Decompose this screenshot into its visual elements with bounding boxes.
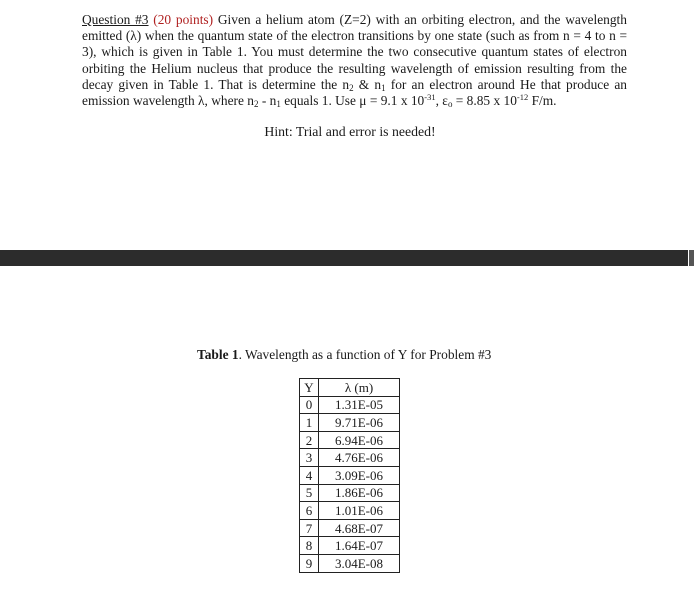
question-text: [82, 12, 627, 109]
cell-lambda: 1.86E-06: [319, 484, 400, 502]
question-body-4: , ε: [435, 93, 448, 109]
table-header-row: [300, 379, 400, 397]
header-y: Y: [300, 379, 319, 397]
cell-y: 1: [300, 414, 319, 432]
page-divider-bar: [0, 250, 688, 266]
question-body-6: F/m.: [528, 93, 557, 109]
question-label: Question #3: [82, 12, 149, 27]
cell-y: 8: [300, 537, 319, 555]
cell-lambda: 3.09E-06: [319, 466, 400, 484]
subscript-n2: 2: [349, 82, 354, 93]
cell-y: 5: [300, 484, 319, 502]
subscript-n2-b: 2: [253, 99, 259, 110]
question-body-5: = 8.85 x 10: [452, 93, 517, 109]
cell-lambda: 9.71E-06: [319, 414, 400, 432]
table-row: [300, 502, 400, 520]
cell-lambda: 3.04E-08: [319, 554, 400, 572]
cell-y: 6: [300, 502, 319, 520]
epsilon-subscript: o: [447, 99, 453, 110]
table-caption-text: . Wavelength as a function of Y for Problem #3: [238, 347, 492, 362]
cell-lambda: 1.64E-07: [319, 537, 400, 555]
cell-lambda: 4.68E-07: [319, 519, 400, 537]
cell-y: 4: [300, 466, 319, 484]
header-lambda: λ (m): [319, 379, 400, 397]
question-body-3: equals 1. Use μ = 9.1 x 10: [280, 93, 425, 109]
cell-lambda: 6.94E-06: [319, 431, 400, 449]
table-row: [300, 537, 400, 555]
cell-lambda: 1.31E-05: [319, 396, 400, 414]
hint-text: Hint: Trial and error is needed!: [264, 124, 436, 139]
subscript-n1-b: 1: [276, 99, 281, 110]
cell-lambda: 1.01E-06: [319, 502, 400, 520]
table-caption: [197, 347, 491, 363]
table-row: [300, 466, 400, 484]
table-row: [300, 519, 400, 537]
subscript-n1: 1: [381, 82, 386, 93]
epsilon-exponent: -12: [516, 92, 529, 103]
table-caption-label: Table 1: [197, 347, 239, 362]
question-body-minus: - n: [258, 93, 277, 109]
table-row: [300, 396, 400, 414]
mu-exponent: -31: [424, 92, 436, 103]
question-points: (20 points): [153, 12, 214, 27]
cell-y: 9: [300, 554, 319, 572]
question-body-2: for an electron around He that produce an emission wavelength λ, where n: [82, 76, 627, 109]
cell-y: 7: [300, 519, 319, 537]
cell-y: 2: [300, 431, 319, 449]
table-row: [300, 449, 400, 467]
wavelength-table: [299, 378, 400, 573]
cell-y: 0: [300, 396, 319, 414]
table-row: [300, 484, 400, 502]
table-row: [300, 414, 400, 432]
question-body-1: Given a helium atom (Z=2) with an orbiting electron, and the wavelength emitted (λ) when the quantum state of the electron transitions by one state (such as from n = 4 to n = 3), which is given in Table 1. You must determine the two consecutive quantum states of electron orbiting the Helium nucleus that produce the resulting wavelength of emission resulting from the decay given in Table 1. That is determine the n: [82, 12, 627, 92]
cell-lambda: 4.76E-06: [319, 449, 400, 467]
table-row: [300, 554, 400, 572]
question-body-amp: & n: [353, 76, 382, 92]
scrollbar-thumb[interactable]: [689, 250, 694, 266]
table-row: [300, 431, 400, 449]
cell-y: 3: [300, 449, 319, 467]
